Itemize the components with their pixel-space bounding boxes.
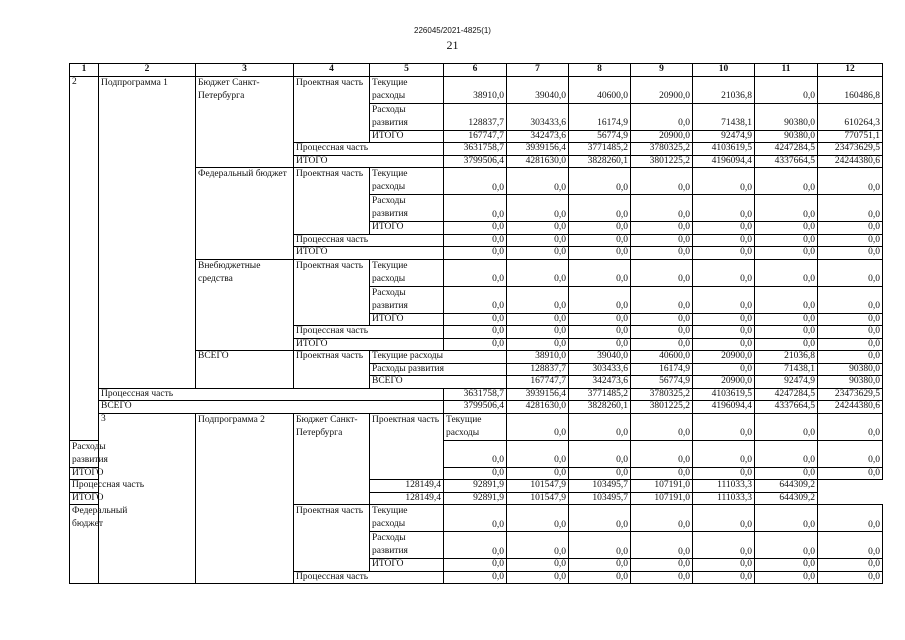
value-cell: 103495,7 xyxy=(569,492,631,505)
value-cell: 4337664,5 xyxy=(755,155,818,168)
value-cell: 167747,7 xyxy=(444,130,507,143)
value-cell: 0,0 xyxy=(569,222,631,235)
value-cell: 0,0 xyxy=(818,222,883,235)
value-cell: 0,0 xyxy=(507,168,569,195)
value-cell: 38910,0 xyxy=(507,351,569,364)
value-cell: 0,0 xyxy=(631,247,693,260)
expense-type-cell: Расходы развития xyxy=(370,195,444,222)
expense-type-cell: Текущие расходы xyxy=(444,413,507,440)
value-cell: 4196094,4 xyxy=(693,155,755,168)
value-cell: 40600,0 xyxy=(631,351,693,364)
column-header: 1 xyxy=(70,64,99,77)
value-cell: 3799506,4 xyxy=(444,401,507,414)
value-cell: 0,0 xyxy=(818,234,883,247)
value-cell: 0,0 xyxy=(569,195,631,222)
part-cell: Проектная часть xyxy=(294,259,370,326)
value-cell: 0,0 xyxy=(693,467,755,480)
value-cell: 0,0 xyxy=(693,363,755,376)
value-cell: 0,0 xyxy=(693,247,755,260)
value-cell: 0,0 xyxy=(507,313,569,326)
value-cell: 111033,3 xyxy=(693,480,755,493)
value-cell: 38910,0 xyxy=(444,76,507,103)
value-cell: 0,0 xyxy=(569,259,631,286)
value-cell: 0,0 xyxy=(755,234,818,247)
part-cell: ИТОГО xyxy=(294,338,444,351)
value-cell: 0,0 xyxy=(755,222,818,235)
funding-source-cell: Бюджет Санкт-Петербурга xyxy=(294,413,370,505)
value-cell: 0,0 xyxy=(631,222,693,235)
part-cell: ИТОГО xyxy=(294,247,444,260)
column-header-row xyxy=(70,64,883,77)
value-cell: 0,0 xyxy=(507,532,569,559)
value-cell: 342473,6 xyxy=(569,376,631,389)
page-number: 21 xyxy=(446,38,459,52)
value-cell: 20900,0 xyxy=(631,76,693,103)
value-cell: 21036,8 xyxy=(693,76,755,103)
value-cell: 3771485,2 xyxy=(569,388,631,401)
value-cell: 0,0 xyxy=(631,505,693,532)
expense-type-cell: ИТОГО xyxy=(370,313,444,326)
value-cell: 3939156,4 xyxy=(507,143,569,156)
value-cell: 20900,0 xyxy=(631,130,693,143)
expense-type-cell: Текущие расходы xyxy=(370,168,444,195)
value-cell: 0,0 xyxy=(631,103,693,130)
value-cell: 3631758,7 xyxy=(444,388,507,401)
value-cell: 39040,0 xyxy=(507,76,569,103)
expense-type-cell: Расходы развития xyxy=(370,363,507,376)
value-cell: 303433,6 xyxy=(507,103,569,130)
value-cell: 92891,9 xyxy=(444,492,507,505)
value-cell: 0,0 xyxy=(569,559,631,572)
value-cell: 92474,9 xyxy=(755,376,818,389)
value-cell: 0,0 xyxy=(569,532,631,559)
value-cell: 103495,7 xyxy=(569,480,631,493)
value-cell: 90380,0 xyxy=(818,363,883,376)
value-cell: 21036,8 xyxy=(755,351,818,364)
value-cell: 0,0 xyxy=(818,467,883,480)
value-cell: 0,0 xyxy=(444,234,507,247)
value-cell: 0,0 xyxy=(631,571,693,584)
value-cell: 39040,0 xyxy=(569,351,631,364)
column-header: 7 xyxy=(507,64,569,77)
value-cell: 3828260,1 xyxy=(569,401,631,414)
value-cell: 23473629,5 xyxy=(818,143,883,156)
value-cell: 90380,0 xyxy=(755,130,818,143)
value-cell: 0,0 xyxy=(631,440,693,467)
value-cell: 0,0 xyxy=(755,413,818,440)
value-cell: 0,0 xyxy=(818,505,883,532)
value-cell: 3771485,2 xyxy=(569,143,631,156)
value-cell: 3780325,2 xyxy=(631,143,693,156)
value-cell: 4281630,0 xyxy=(507,401,569,414)
value-cell: 0,0 xyxy=(693,532,755,559)
value-cell: 101547,9 xyxy=(507,492,569,505)
funding-source-cell: Федеральный бюджет xyxy=(70,505,99,584)
value-cell: 0,0 xyxy=(631,259,693,286)
expense-type-cell: ИТОГО xyxy=(370,222,444,235)
value-cell: 0,0 xyxy=(631,338,693,351)
value-cell: 0,0 xyxy=(818,413,883,440)
expense-type-cell: Расходы развития xyxy=(370,532,444,559)
value-cell: 4103619,5 xyxy=(693,388,755,401)
value-cell: 160486,8 xyxy=(818,76,883,103)
table-row xyxy=(70,401,883,414)
value-cell: 4337664,5 xyxy=(755,401,818,414)
value-cell: 0,0 xyxy=(507,505,569,532)
value-cell: 128149,4 xyxy=(370,480,444,493)
value-cell: 0,0 xyxy=(507,559,569,572)
value-cell: 0,0 xyxy=(444,505,507,532)
part-cell: Проектная часть xyxy=(294,76,370,143)
column-header: 11 xyxy=(755,64,818,77)
value-cell: 0,0 xyxy=(693,286,755,313)
column-header: 6 xyxy=(444,64,507,77)
value-cell: 4281630,0 xyxy=(507,155,569,168)
expense-type-cell: ИТОГО xyxy=(370,130,444,143)
value-cell: 0,0 xyxy=(818,338,883,351)
column-header: 12 xyxy=(818,64,883,77)
column-header: 2 xyxy=(99,64,196,77)
value-cell: 0,0 xyxy=(507,259,569,286)
value-cell: 0,0 xyxy=(444,168,507,195)
value-cell: 0,0 xyxy=(693,168,755,195)
value-cell: 0,0 xyxy=(507,413,569,440)
value-cell: 0,0 xyxy=(569,234,631,247)
expense-type-cell: ИТОГО xyxy=(70,467,99,480)
value-cell: 0,0 xyxy=(755,286,818,313)
value-cell: 0,0 xyxy=(444,313,507,326)
value-cell: 4247284,5 xyxy=(755,143,818,156)
part-cell: ВСЕГО xyxy=(99,401,444,414)
part-cell: Процессная часть xyxy=(99,388,444,401)
column-header: 10 xyxy=(693,64,755,77)
value-cell: 0,0 xyxy=(444,286,507,313)
value-cell: 16174,9 xyxy=(631,363,693,376)
budget-table xyxy=(69,63,883,584)
value-cell: 0,0 xyxy=(444,467,507,480)
value-cell: 0,0 xyxy=(631,326,693,339)
row-number-cell: 2 xyxy=(70,76,99,440)
part-cell: Процессная часть xyxy=(294,234,444,247)
value-cell: 0,0 xyxy=(755,247,818,260)
value-cell: 0,0 xyxy=(631,467,693,480)
value-cell: 0,0 xyxy=(818,195,883,222)
value-cell: 0,0 xyxy=(818,571,883,584)
value-cell: 3631758,7 xyxy=(444,143,507,156)
funding-source-cell: Бюджет Санкт-Петербурга xyxy=(196,76,294,168)
expense-type-cell: Расходы развития xyxy=(70,440,99,467)
column-header: 5 xyxy=(370,64,444,77)
value-cell: 20900,0 xyxy=(693,351,755,364)
value-cell: 167747,7 xyxy=(507,376,569,389)
value-cell: 0,0 xyxy=(569,467,631,480)
value-cell: 0,0 xyxy=(444,440,507,467)
value-cell: 0,0 xyxy=(507,222,569,235)
value-cell: 20900,0 xyxy=(693,376,755,389)
value-cell: 128149,4 xyxy=(370,492,444,505)
part-cell: Проектная часть xyxy=(294,505,370,572)
value-cell: 3801225,2 xyxy=(631,155,693,168)
value-cell: 0,0 xyxy=(755,76,818,103)
value-cell: 0,0 xyxy=(755,168,818,195)
part-cell: Проектная часть xyxy=(294,168,370,235)
value-cell: 0,0 xyxy=(693,505,755,532)
value-cell: 0,0 xyxy=(818,351,883,364)
value-cell: 92474,9 xyxy=(693,130,755,143)
value-cell: 0,0 xyxy=(444,571,507,584)
value-cell: 0,0 xyxy=(444,247,507,260)
value-cell: 0,0 xyxy=(693,222,755,235)
value-cell: 0,0 xyxy=(755,532,818,559)
value-cell: 4247284,5 xyxy=(755,388,818,401)
value-cell: 342473,6 xyxy=(507,130,569,143)
part-cell: ИТОГО xyxy=(70,492,196,505)
expense-type-cell: ВСЕГО xyxy=(370,376,507,389)
value-cell: 3828260,1 xyxy=(569,155,631,168)
row-number-cell: 3 xyxy=(99,413,196,584)
funding-source-cell: Федеральный бюджет xyxy=(196,168,294,260)
subprogram-name-cell: Подпрограмма 1 xyxy=(99,76,196,388)
value-cell: 0,0 xyxy=(444,259,507,286)
value-cell: 0,0 xyxy=(507,195,569,222)
column-header: 4 xyxy=(294,64,370,77)
expense-type-cell: Расходы развития xyxy=(370,103,444,130)
value-cell: 56774,9 xyxy=(631,376,693,389)
expense-type-cell: ИТОГО xyxy=(370,559,444,572)
value-cell: 303433,6 xyxy=(569,363,631,376)
value-cell: 0,0 xyxy=(569,313,631,326)
expense-type-cell: Текущие расходы xyxy=(370,505,444,532)
value-cell: 107191,0 xyxy=(631,492,693,505)
value-cell: 71438,1 xyxy=(755,363,818,376)
value-cell: 0,0 xyxy=(569,247,631,260)
value-cell: 16174,9 xyxy=(569,103,631,130)
value-cell: 0,0 xyxy=(631,168,693,195)
value-cell: 610264,3 xyxy=(818,103,883,130)
value-cell: 0,0 xyxy=(693,440,755,467)
value-cell: 0,0 xyxy=(444,195,507,222)
table-row xyxy=(70,480,883,493)
funding-source-cell: Внебюджетные средства xyxy=(196,259,294,351)
expense-type-cell: Текущие расходы xyxy=(370,76,444,103)
value-cell: 107191,0 xyxy=(631,480,693,493)
value-cell: 0,0 xyxy=(755,571,818,584)
value-cell: 56774,9 xyxy=(569,130,631,143)
value-cell: 0,0 xyxy=(507,467,569,480)
value-cell: 0,0 xyxy=(569,326,631,339)
value-cell: 0,0 xyxy=(507,571,569,584)
value-cell: 0,0 xyxy=(693,413,755,440)
value-cell: 0,0 xyxy=(693,259,755,286)
column-header: 3 xyxy=(196,64,294,77)
value-cell: 0,0 xyxy=(818,259,883,286)
value-cell: 4103619,5 xyxy=(693,143,755,156)
value-cell: 0,0 xyxy=(631,313,693,326)
value-cell: 0,0 xyxy=(693,559,755,572)
part-cell: Процессная часть xyxy=(70,480,196,493)
value-cell: 0,0 xyxy=(444,532,507,559)
value-cell: 0,0 xyxy=(693,234,755,247)
expense-type-cell: Расходы развития xyxy=(370,286,444,313)
value-cell: 0,0 xyxy=(631,532,693,559)
value-cell: 3780325,2 xyxy=(631,388,693,401)
value-cell: 0,0 xyxy=(444,338,507,351)
value-cell: 0,0 xyxy=(569,168,631,195)
table-row xyxy=(70,492,883,505)
value-cell: 0,0 xyxy=(507,338,569,351)
value-cell: 0,0 xyxy=(631,234,693,247)
value-cell: 0,0 xyxy=(507,234,569,247)
value-cell: 0,0 xyxy=(569,286,631,313)
value-cell: 0,0 xyxy=(818,559,883,572)
value-cell: 770751,1 xyxy=(818,130,883,143)
value-cell: 0,0 xyxy=(507,286,569,313)
value-cell: 90380,0 xyxy=(755,103,818,130)
value-cell: 0,0 xyxy=(693,326,755,339)
value-cell: 3939156,4 xyxy=(507,388,569,401)
part-cell: Процессная часть xyxy=(294,326,444,339)
value-cell: 0,0 xyxy=(693,571,755,584)
value-cell: 101547,9 xyxy=(507,480,569,493)
column-header: 8 xyxy=(569,64,631,77)
value-cell: 0,0 xyxy=(444,222,507,235)
value-cell: 0,0 xyxy=(507,326,569,339)
value-cell: 0,0 xyxy=(755,326,818,339)
value-cell: 92891,9 xyxy=(444,480,507,493)
document-id: 226045/2021-4825(1) xyxy=(414,26,491,35)
part-cell: Проектная часть xyxy=(370,413,444,480)
value-cell: 0,0 xyxy=(818,168,883,195)
value-cell: 23473629,5 xyxy=(818,388,883,401)
value-cell: 0,0 xyxy=(818,247,883,260)
value-cell: 0,0 xyxy=(755,259,818,286)
value-cell: 0,0 xyxy=(444,559,507,572)
value-cell: 0,0 xyxy=(444,326,507,339)
expense-type-cell: Текущие расходы xyxy=(370,351,507,364)
value-cell: 3801225,2 xyxy=(631,401,693,414)
value-cell: 0,0 xyxy=(755,467,818,480)
value-cell: 0,0 xyxy=(755,505,818,532)
value-cell: 3799506,4 xyxy=(444,155,507,168)
value-cell: 0,0 xyxy=(569,571,631,584)
value-cell: 0,0 xyxy=(631,195,693,222)
column-header: 9 xyxy=(631,64,693,77)
total-label-cell: ВСЕГО xyxy=(196,351,294,389)
value-cell: 0,0 xyxy=(631,413,693,440)
table-row xyxy=(70,413,883,440)
part-cell: Процессная часть xyxy=(294,143,444,156)
value-cell: 128837,7 xyxy=(507,363,569,376)
value-cell: 0,0 xyxy=(507,440,569,467)
value-cell: 0,0 xyxy=(818,532,883,559)
value-cell: 128837,7 xyxy=(444,103,507,130)
value-cell: 0,0 xyxy=(631,559,693,572)
value-cell: 644309,2 xyxy=(755,480,818,493)
expense-type-cell: Текущие расходы xyxy=(370,259,444,286)
value-cell: 90380,0 xyxy=(818,376,883,389)
part-cell: Процессная часть xyxy=(294,571,444,584)
value-cell: 40600,0 xyxy=(569,76,631,103)
value-cell: 111033,3 xyxy=(693,492,755,505)
value-cell: 0,0 xyxy=(818,286,883,313)
value-cell: 0,0 xyxy=(569,413,631,440)
part-cell: ИТОГО xyxy=(294,155,444,168)
value-cell: 24244380,6 xyxy=(818,401,883,414)
value-cell: 0,0 xyxy=(755,338,818,351)
value-cell: 0,0 xyxy=(569,440,631,467)
value-cell: 0,0 xyxy=(693,195,755,222)
value-cell: 0,0 xyxy=(818,326,883,339)
value-cell: 0,0 xyxy=(755,559,818,572)
value-cell: 0,0 xyxy=(818,313,883,326)
part-cell: Проектная часть xyxy=(294,351,370,389)
value-cell: 0,0 xyxy=(755,195,818,222)
value-cell: 0,0 xyxy=(818,440,883,467)
value-cell: 4196094,4 xyxy=(693,401,755,414)
subprogram-name-cell: Подпрограмма 2 xyxy=(196,413,294,584)
table-row xyxy=(70,388,883,401)
value-cell: 0,0 xyxy=(569,505,631,532)
value-cell: 0,0 xyxy=(755,313,818,326)
value-cell: 644309,2 xyxy=(755,492,818,505)
value-cell: 0,0 xyxy=(755,440,818,467)
table-row xyxy=(70,76,883,103)
value-cell: 0,0 xyxy=(693,313,755,326)
value-cell: 24244380,6 xyxy=(818,155,883,168)
value-cell: 0,0 xyxy=(693,338,755,351)
value-cell: 0,0 xyxy=(569,338,631,351)
value-cell: 71438,1 xyxy=(693,103,755,130)
value-cell: 0,0 xyxy=(631,286,693,313)
value-cell: 0,0 xyxy=(507,247,569,260)
